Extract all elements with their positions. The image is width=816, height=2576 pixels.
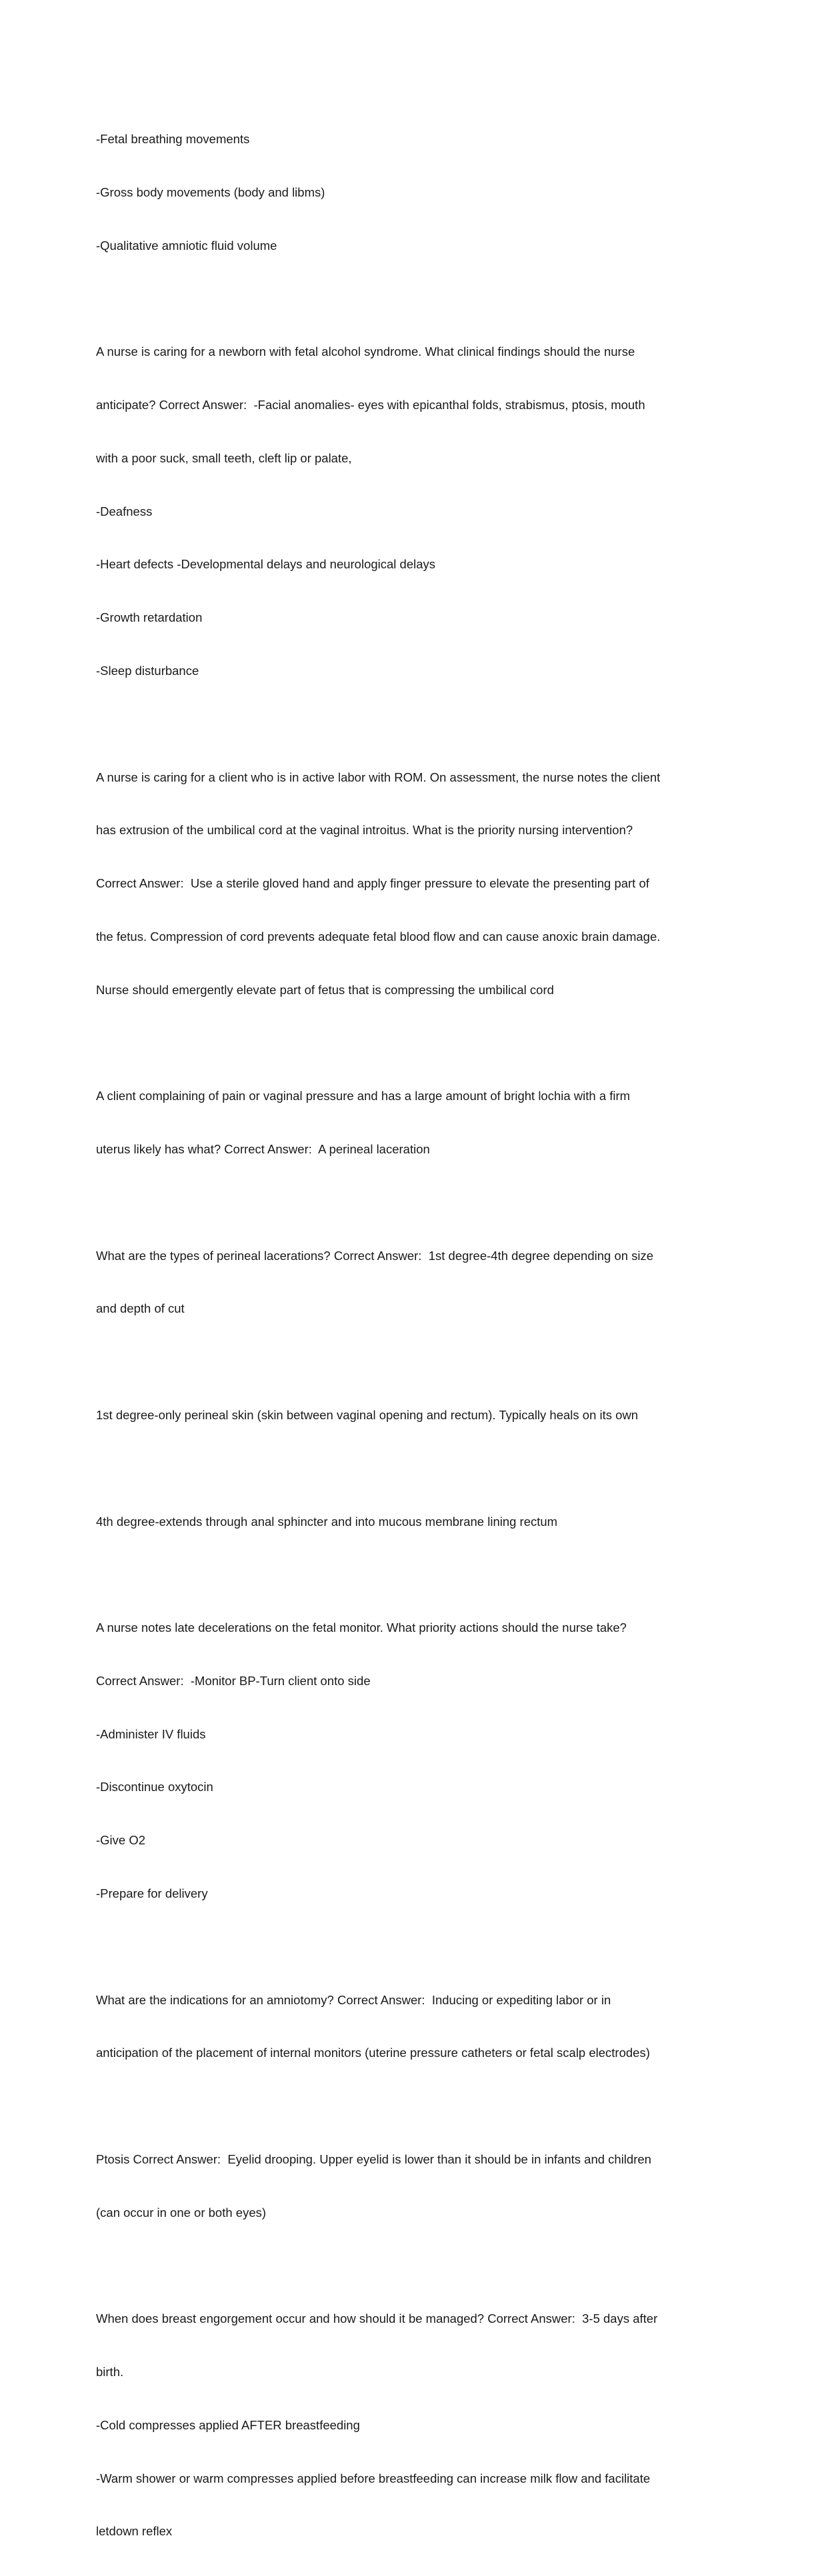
text-line: with a poor suck, small teeth, cleft lip or palate, (96, 450, 352, 465)
text-line: -Administer IV fluids (96, 1726, 206, 1741)
paragraph-first-degree (96, 1371, 716, 1460)
text-line: Correct Answer: Use a sterile gloved hand and apply finger pressure to elevate the presenting part of (96, 876, 649, 891)
text-line: Nurse should emergently elevate part of fetus that is compressing the umbilical cord (96, 982, 554, 997)
text-line: -Deafness (96, 504, 153, 518)
paragraph-late-decelerations (96, 1584, 716, 1938)
text-line: uterus likely has what? Correct Answer: A perineal laceration (96, 1142, 430, 1157)
paragraph-fourth-degree (96, 1477, 716, 1566)
text-line: What are the types of perineal lacerations? Correct Answer: 1st degree-4th degree depending on size (96, 1248, 654, 1263)
paragraph-breast-engorgement (96, 2275, 716, 2576)
text-line: -Discontinue oxytocin (96, 1780, 213, 1794)
text-line: -Sleep disturbance (96, 664, 199, 678)
paragraph-cord-prolapse (96, 733, 716, 1034)
text-line: and depth of cut (96, 1301, 185, 1316)
document-body (96, 95, 716, 2576)
paragraph-bpp-findings (96, 95, 716, 291)
paragraph-fetal-alcohol-syndrome (96, 308, 716, 716)
text-line: the fetus. Compression of cord prevents adequate fetal blood flow and can cause anoxic brain damage. (96, 929, 661, 944)
paragraph-laceration-types (96, 1211, 716, 1353)
text-line: letdown reflex (96, 2524, 173, 2539)
text-line: -Warm shower or warm compresses applied before breastfeeding can increase milk flow and facilitate (96, 2471, 651, 2485)
text-line: -Fetal breathing movements (96, 132, 250, 147)
text-line: A client complaining of pain or vaginal pressure and has a large amount of bright lochia with a firm (96, 1089, 631, 1103)
text-line: -Prepare for delivery (96, 1886, 208, 1900)
paragraph-perineal-laceration (96, 1052, 716, 1194)
text-line: -Growth retardation (96, 610, 203, 625)
text-line: Ptosis Correct Answer: Eyelid drooping. Upper eyelid is lower than it should be in infants and children (96, 2152, 651, 2166)
text-line: Correct Answer: -Monitor BP-Turn client onto side (96, 1673, 371, 1688)
text-line: When does breast engorgement occur and how should it be managed? Correct Answer: 3-5 days after (96, 2311, 658, 2326)
text-line: A nurse is caring for a client who is in active labor with ROM. On assessment, the nurse notes the client (96, 770, 661, 784)
text-line: -Give O2 (96, 1833, 146, 1848)
paragraph-ptosis (96, 2116, 716, 2257)
text-line: has extrusion of the umbilical cord at the vaginal introitus. What is the priority nursing intervention? (96, 823, 633, 838)
text-line: What are the indications for an amniotomy? Correct Answer: Inducing or expediting labor or in (96, 1992, 611, 2007)
text-line: -Qualitative amniotic fluid volume (96, 238, 277, 253)
text-line: (can occur in one or both eyes) (96, 2205, 267, 2220)
text-line: -Heart defects -Developmental delays and neurological delays (96, 557, 436, 572)
paragraph-amniotomy (96, 1956, 716, 2098)
text-line: -Gross body movements (body and libms) (96, 185, 325, 199)
text-line: A nurse is caring for a newborn with fetal alcohol syndrome. What clinical findings should the nurse (96, 344, 635, 359)
text-line: birth. (96, 2365, 124, 2379)
text-line: 4th degree-extends through anal sphincter and into mucous membrane lining rectum (96, 1514, 558, 1529)
text-line: anticipation of the placement of internal monitors (uterine pressure catheters or fetal scalp electrodes) (96, 2046, 650, 2060)
text-line: A nurse notes late decelerations on the fetal monitor. What priority actions should the nurse take? (96, 1620, 627, 1635)
text-line: anticipate? Correct Answer: -Facial anomalies- eyes with epicanthal folds, strabismus, ptosis, mouth (96, 398, 645, 412)
text-line: 1st degree-only perineal skin (skin between vaginal opening and rectum). Typically heals on its own (96, 1407, 639, 1422)
text-line: -Cold compresses applied AFTER breastfeeding (96, 2417, 360, 2432)
